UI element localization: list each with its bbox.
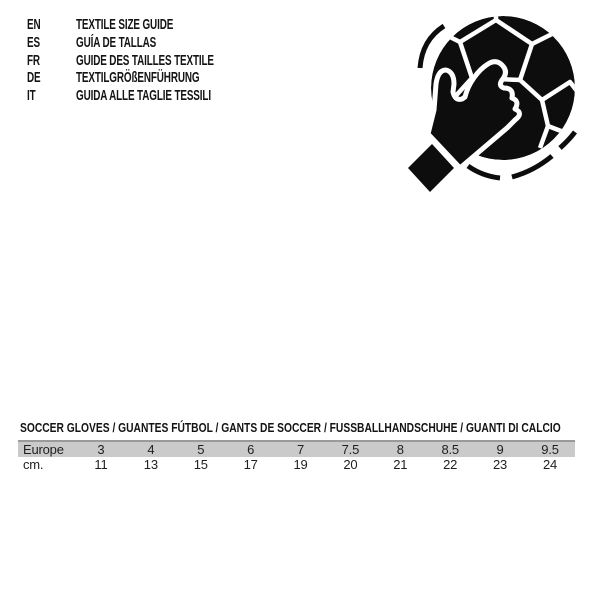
size-cell: 11 bbox=[76, 457, 126, 473]
size-cell: 21 bbox=[375, 457, 425, 473]
lang-label: TEXTILE SIZE GUIDE bbox=[76, 16, 174, 34]
size-cell: 24 bbox=[525, 457, 575, 473]
lang-label: TEXTILGRÖßENFÜHRUNG bbox=[76, 69, 200, 87]
lang-code: IT bbox=[27, 87, 36, 105]
section-title: SOCCER GLOVES / GUANTES FÚTBOL / GANTS DE SOCCER / FUSSBALLHANDSCHUHE / GUANTI DI CALCIO bbox=[20, 420, 561, 435]
lang-code: ES bbox=[27, 34, 40, 52]
row-label-europe: Europe bbox=[18, 441, 76, 457]
lang-code: FR bbox=[27, 51, 40, 69]
size-cell: 13 bbox=[126, 457, 176, 473]
language-list bbox=[27, 16, 285, 104]
lang-code: DE bbox=[27, 69, 41, 87]
lang-row-it bbox=[27, 87, 285, 105]
row-label-cm: cm. bbox=[18, 457, 76, 473]
size-cell: 3 bbox=[76, 441, 126, 457]
lang-row-en bbox=[27, 16, 285, 34]
size-cell: 5 bbox=[176, 441, 226, 457]
size-cell: 6 bbox=[226, 441, 276, 457]
size-cell: 8 bbox=[375, 441, 425, 457]
size-cell: 23 bbox=[475, 457, 525, 473]
size-cell: 20 bbox=[325, 457, 375, 473]
size-cell: 7 bbox=[276, 441, 326, 457]
lang-label: GUÍA DE TALLAS bbox=[76, 34, 157, 52]
lang-row-fr bbox=[27, 51, 285, 69]
size-cell: 22 bbox=[425, 457, 475, 473]
lang-row-de bbox=[27, 69, 285, 87]
size-cell: 9.5 bbox=[525, 441, 575, 457]
lang-label: GUIDE DES TAILLES TEXTILE bbox=[76, 51, 214, 69]
lang-label: GUIDA ALLE TAGLIE TESSILI bbox=[76, 87, 211, 105]
size-cell: 19 bbox=[276, 457, 326, 473]
goalkeeper-glove-ball-icon bbox=[408, 6, 578, 196]
lang-row-es bbox=[27, 34, 285, 52]
size-table bbox=[18, 440, 575, 473]
lang-code: EN bbox=[27, 16, 41, 34]
table-row-europe bbox=[18, 441, 575, 457]
table-row-cm bbox=[18, 457, 575, 473]
size-cell: 7.5 bbox=[325, 441, 375, 457]
size-cell: 8.5 bbox=[425, 441, 475, 457]
size-cell: 4 bbox=[126, 441, 176, 457]
size-cell: 9 bbox=[475, 441, 525, 457]
size-cell: 17 bbox=[226, 457, 276, 473]
size-cell: 15 bbox=[176, 457, 226, 473]
